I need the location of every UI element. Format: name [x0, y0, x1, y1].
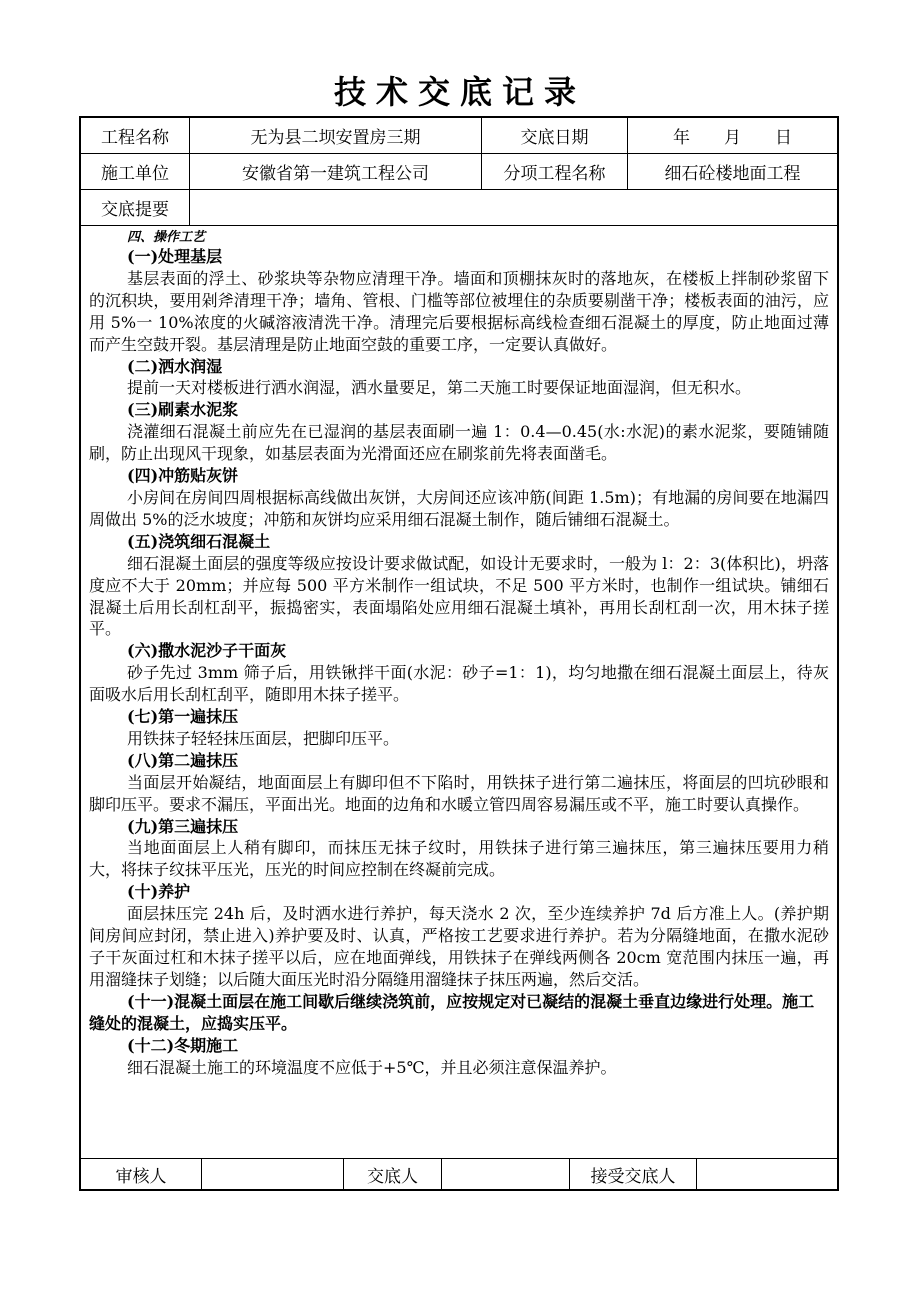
discloser-signature — [442, 1159, 570, 1189]
step-heading: (六)撒水泥沙子干面灰 — [127, 641, 287, 661]
step-paragraph: 提前一天对楼板进行洒水润湿，洒水量要足，第二天施工时要保证地面湿润，但无积水。 — [127, 378, 752, 398]
discloser-label: 交底人 — [344, 1159, 442, 1189]
step-heading: (一)处理基层 — [127, 247, 223, 266]
section-heading: 四、操作工艺 — [127, 230, 206, 245]
document-title: 技术交底记录 — [333, 73, 586, 111]
reviewer-signature — [202, 1159, 344, 1189]
step-paragraph: 基层表面的浮土、砂浆块等杂物应清理干净。墙面和顶棚抹灰时的落地灰，在楼板上拌制砂浆留下的沉积块，要用剁斧清理干净；墙角、管根、门槛等部位被埋住的杂质要剔凿干净；楼板表面的油污，应用 5%一 10%浓度的火碱溶液清洗干净。清理完后要根据标高线检查细石混凝土的厚度，防止地面过薄而产生空鼓开裂。基层清理是防止地面空鼓的重要工序，一定要认真做好。 — [89, 268, 829, 354]
step-heading: (八)第二遍抹压 — [127, 750, 239, 770]
project-name-label: 工程名称 — [81, 118, 190, 153]
step-heading: (十一)混凝土面层在施工间歇后继续浇筑前，应按规定对已凝结的混凝土垂直边缘进行处理。施工缝处的混凝土，应捣实压平。 — [89, 991, 815, 1033]
receiver-label: 接受交底人 — [570, 1159, 697, 1189]
step-heading: (十)养护 — [127, 882, 191, 902]
header-row-summary — [81, 190, 837, 226]
step-heading: (三)刷素水泥浆 — [127, 400, 239, 420]
step-heading: (四)冲筋贴灰饼 — [127, 466, 239, 486]
step-heading: (七)第一遍抹压 — [127, 707, 239, 727]
signature-row — [81, 1159, 837, 1189]
reviewer-label: 审核人 — [81, 1159, 202, 1189]
step-paragraph: 当面层开始凝结，地面面层上有脚印但不下陷时，用铁抹子进行第二遍抹压，将面层的凹坑砂眼和脚印压平。要求不漏压，平面出光。地面的边角和水暖立管四周容易漏压或不平，施工时要认真操作。 — [89, 772, 829, 814]
disclosure-form — [79, 116, 839, 1191]
project-name-value: 无为县二坝安置房三期 — [190, 118, 482, 153]
header-row-project — [81, 118, 837, 154]
step-heading: (十二)冬期施工 — [127, 1035, 239, 1055]
step-paragraph: 用铁抹子轻轻抹压面层，把脚印压平。 — [127, 728, 400, 748]
summary-value — [190, 190, 837, 225]
summary-label: 交底提要 — [81, 190, 190, 225]
step-paragraph: 当地面面层上人稍有脚印，而抹压无抹子纹时，用铁抹子进行第三遍抹压，第三遍抹压要用力稍大，将抹子纹抹平压光，压光的时间应控制在终凝前完成。 — [89, 838, 829, 880]
contractor-value: 安徽省第一建筑工程公司 — [190, 154, 482, 189]
date-value: 年 月 日 — [673, 128, 792, 148]
subitem-label: 分项工程名称 — [482, 154, 628, 189]
step-paragraph: 小房间在房间四周根据标高线做出灰饼，大房间还应该冲筋(间距 1.5m)；有地漏的房间要在地漏四周做出 5%的泛水坡度；冲筋和灰饼均应采用细石混凝土制作，随后铺细石混凝土。 — [89, 487, 829, 529]
receiver-signature — [697, 1159, 837, 1189]
step-heading: (二)洒水润湿 — [127, 356, 223, 376]
header-row-contractor — [81, 154, 837, 190]
step-paragraph: 砂子先过 3mm 筛子后，用铁锹拌干面(水泥：砂子=1：1)，均匀地撒在细石混凝土面层上，待灰面吸水后用长刮杠刮平，随即用木抹子搓平。 — [89, 663, 829, 705]
date-label: 交底日期 — [482, 118, 628, 153]
step-heading: (九)第三遍抹压 — [127, 816, 239, 836]
step-heading: (五)浇筑细石混凝土 — [127, 531, 271, 551]
step-paragraph: 细石混凝土面层的强度等级应按设计要求做试配，如设计无要求时，一般为 l：2：3(体积比)，坍落度应不大于 20mm；并应每 500 平方米制作一组试块，不足 500 平方米时，也制作一组试块。铺细石混凝土后用长刮杠刮平，振捣密实，表面塌陷处应用细石混凝土填补，再用长刮杠刮一次，用木抹子搓平。 — [89, 553, 829, 639]
disclosure-content — [81, 226, 837, 1159]
step-paragraph: 浇灌细石混凝土前应先在已湿润的基层表面刷一遍 1：0.4—0.45(水:水泥)的素水泥浆，要随铺随刷，防止出现风干现象，如基层表面为光滑面还应在刷浆前先将表面凿毛。 — [89, 422, 829, 464]
step-paragraph: 细石混凝土施工的环境温度不应低于+5℃，并且必须注意保温养护。 — [127, 1057, 617, 1077]
step-paragraph: 面层抹压完 24h 后，及时洒水进行养护，每天浇水 2 次，至少连续养护 7d 后方准上人。(养护期间房间应封闭，禁止进入)养护要及时、认真，严格按工艺要求进行养护。若为分隔缝地面，在撒水泥砂子干灰面过杠和木抹子搓平以后，应在地面弹线，用铁抹子在弹线两侧各 20cm 宽范围内抹压一遍，再用溜缝抹子划缝；以后随大面压光时沿分隔缝用溜缝抹子抹压两遍，然后交活。 — [89, 904, 829, 989]
subitem-value: 细石砼楼地面工程 — [664, 164, 801, 184]
contractor-label: 施工单位 — [81, 154, 190, 189]
